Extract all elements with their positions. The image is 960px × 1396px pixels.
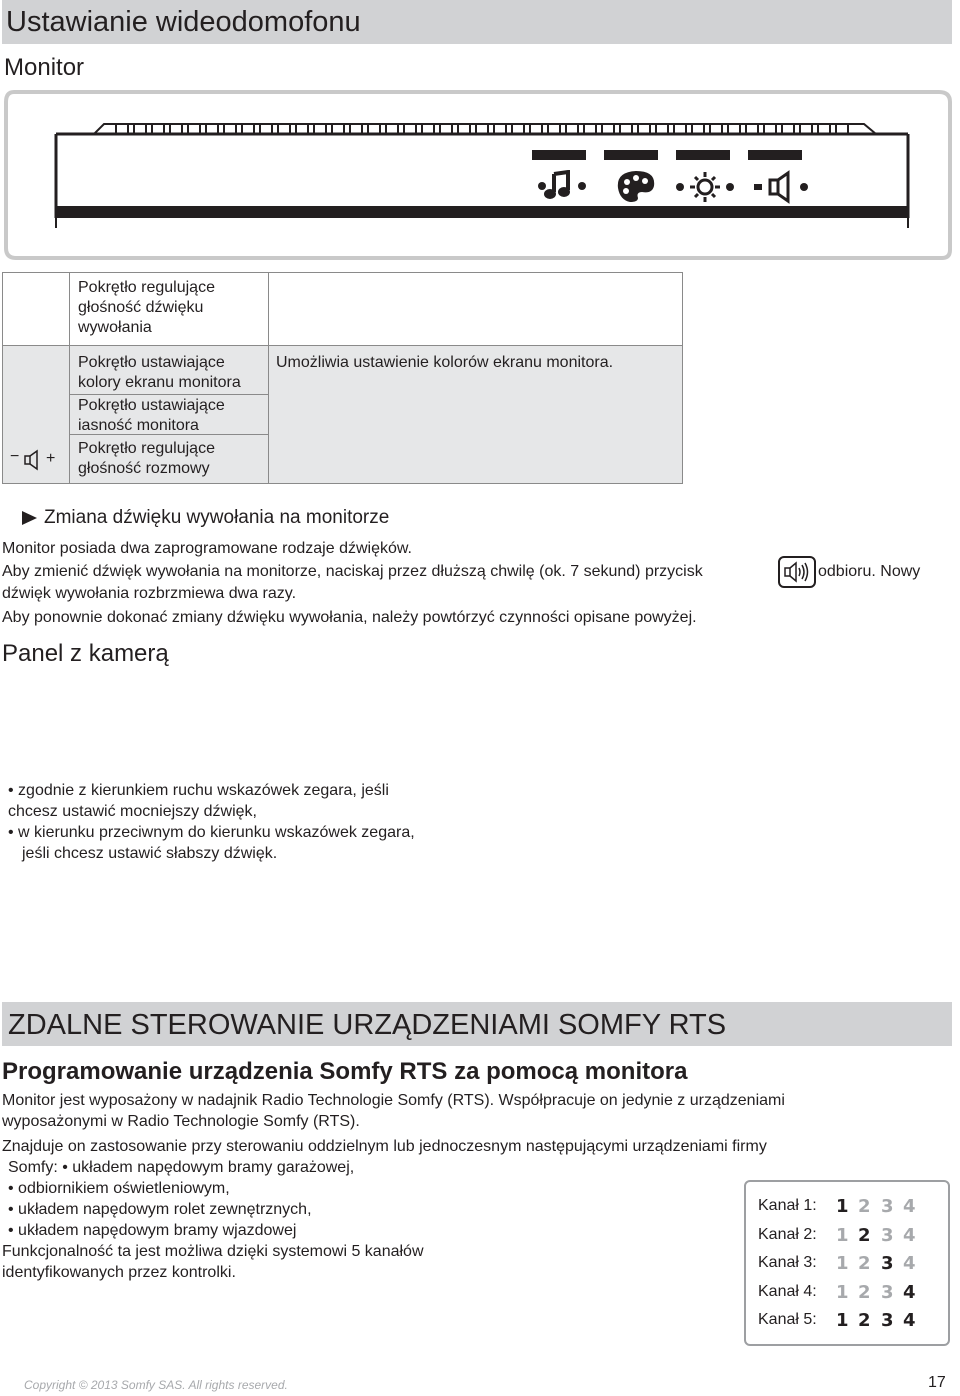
- ring-heading: Zmiana dźwięku wywołania na monitorze: [44, 507, 390, 528]
- ring-paragraph: Monitor posiada dwa zaprogramowane rodzaje dźwięków.: [2, 540, 412, 557]
- arrow-right-icon: [22, 510, 38, 531]
- panel-bullet: chcesz ustawić mocniejszy dźwięk,: [8, 803, 257, 820]
- speaker-volume-icon: [754, 170, 810, 209]
- panel-bullet: • zgodnie z kierunkiem ruchu wskazówek zegara, jeśli: [8, 782, 389, 799]
- channel-indicator: 2: [858, 1253, 871, 1274]
- channel-indicator: 4: [903, 1224, 916, 1246]
- channel-indicator: 2: [858, 1281, 871, 1303]
- page-title: Ustawianie wideodomofonu: [6, 6, 361, 38]
- rts-paragraph: Somfy: • układem napędowym bramy garażowej,: [8, 1159, 355, 1176]
- table-row-desc-cell: [268, 272, 683, 346]
- channel-indicator: 2: [858, 1224, 871, 1246]
- rts-paragraph: Funkcjonalność ta jest możliwa dzięki systemowi 5 kanałów: [2, 1243, 424, 1260]
- channel-indicator: 1: [836, 1224, 849, 1246]
- rts-paragraph: Znajduje on zastosowanie przy sterowaniu oddzielnym lub jednoczesnym następującymi urządzeniami firmy: [2, 1138, 767, 1155]
- channel-indicator: 4: [903, 1310, 916, 1331]
- rts-paragraph: identyfikowanych przez kontrolki.: [2, 1264, 236, 1281]
- rts-heading: Programowanie urządzenia Somfy RTS za pomocą monitora: [2, 1058, 688, 1085]
- ring-paragraph: odbioru. Nowy: [818, 563, 921, 580]
- channel-indicator: 4: [903, 1253, 916, 1274]
- color-palette-icon: [612, 168, 658, 209]
- panel-bullet: • w kierunku przeciwnym do kierunku wskazówek zegara,: [8, 824, 415, 841]
- rts-paragraph: wyposażonymi w Radio Technologie Somfy (RTS).: [2, 1113, 360, 1130]
- table-label: Pokrętło ustawiające kolory ekranu monitora: [78, 354, 241, 391]
- answer-button-icon: [778, 556, 816, 593]
- ring-paragraph: Aby ponownie dokonać zmiany dźwięku wywołania, należy powtórzyć czynności opisane powyżej.: [2, 609, 697, 626]
- channel-indicator: 3: [881, 1310, 894, 1331]
- channel-indicator: 3: [881, 1224, 894, 1246]
- channel-indicator: 1: [836, 1196, 849, 1217]
- section-subtitle: Monitor: [4, 54, 85, 81]
- channel-indicator: 1: [836, 1253, 849, 1274]
- channel-indicator: 3: [881, 1196, 894, 1217]
- channel-label: Kanał 2:: [758, 1225, 817, 1243]
- channel-indicator: 3: [881, 1281, 894, 1303]
- channel-label: Kanał 5:: [758, 1311, 817, 1328]
- channel-label: Kanał 1:: [758, 1197, 817, 1214]
- volume-control-icon: [10, 448, 60, 472]
- channel-indicator: 4: [903, 1196, 916, 1217]
- monitor-illustration: [4, 90, 954, 260]
- rts-paragraph: Monitor jest wyposażony w nadajnik Radio Technologie Somfy (RTS). Współpracuje on jedynie z urządzeniami: [2, 1092, 785, 1109]
- copyright: Copyright © 2013 Somfy SAS. All rights reserved.: [24, 1378, 288, 1392]
- channel-indicator: 4: [903, 1281, 916, 1303]
- panel-heading: Panel z kamerą: [2, 640, 169, 667]
- volume-minus-label: −: [10, 448, 20, 465]
- channel-indicator: 1: [836, 1281, 849, 1303]
- table-description: Umożliwia ustawienie kolorów ekranu monitora.: [276, 354, 614, 371]
- table-label: Pokrętło regulujące głośność rozmowy: [78, 440, 215, 477]
- channel-indicator: 2: [858, 1196, 871, 1217]
- channel-label: Kanał 3:: [758, 1254, 817, 1271]
- panel-bullet: jeśli chcesz ustawić słabszy dźwięk.: [22, 845, 278, 862]
- page-number: 17: [928, 1374, 946, 1391]
- rts-paragraph: • odbiornikiem oświetleniowym,: [8, 1180, 230, 1197]
- ringtone-music-icon: [538, 170, 588, 207]
- volume-plus-label: +: [46, 450, 56, 467]
- rts-section-title: ZDALNE STEROWANIE URZĄDZENIAMI SOMFY RTS: [8, 1009, 727, 1041]
- channel-indicator: 2: [858, 1310, 871, 1331]
- ring-paragraph: Aby zmienić dźwięk wywołania na monitorze, naciskaj przez dłuższą chwilę (ok. 7 sekund) przycisk: [2, 563, 703, 580]
- channel-label: Kanał 4:: [758, 1282, 817, 1300]
- table-label: Pokrętło ustawiające iasność monitora: [78, 397, 225, 434]
- rts-paragraph: • układem napędowym rolet zewnętrznych,: [8, 1201, 312, 1218]
- brightness-icon: [676, 170, 734, 209]
- table-label: Pokrętło regulujące głośność dźwięku wywołania: [78, 279, 215, 336]
- channel-indicator: 3: [881, 1253, 894, 1274]
- channel-indicator: 1: [836, 1310, 849, 1331]
- table-row-icon-cell: [2, 272, 70, 346]
- rts-paragraph: • układem napędowym bramy wjazdowej: [8, 1222, 297, 1239]
- ring-paragraph: dźwięk wywołania rozbrzmiewa dwa razy.: [2, 585, 297, 602]
